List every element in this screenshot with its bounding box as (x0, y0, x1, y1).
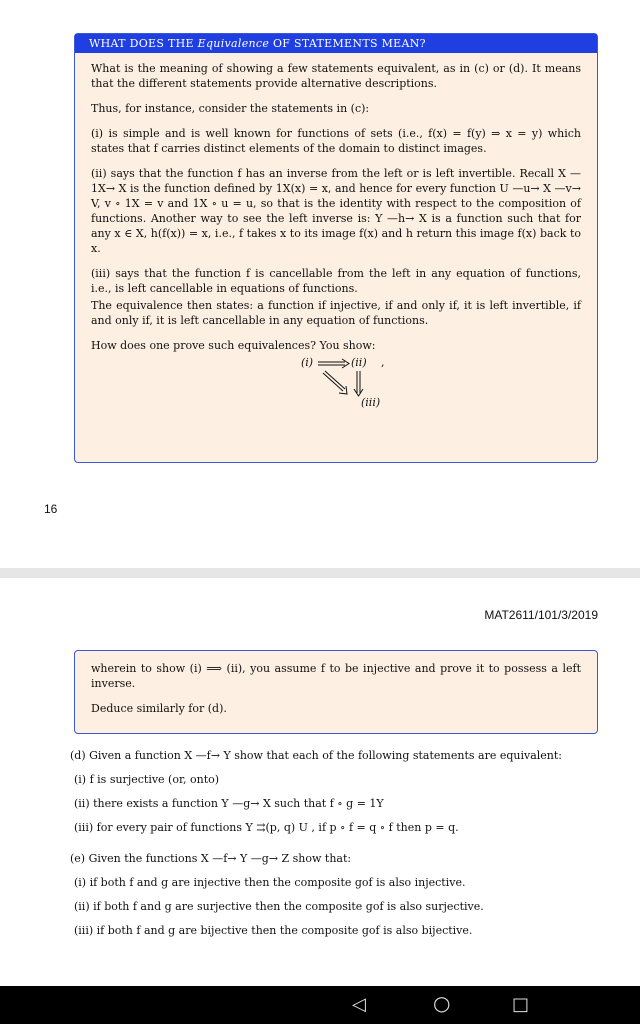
diagram-comma: , (381, 356, 385, 369)
page-number: 16 (44, 502, 58, 516)
note-paragraph-4: (ii) says that the function f has an inverse from the left or is left invertible. Recall X —1X→ X is the function defined by 1X(x) = x, and hence for every function U —u→ X —v→ V, v ∘ 1X = v and 1X ∘ u = u, so that is the identity with respect to the composition of functions. Another way to see the left inverse is: Y —h→ X is a function such that for any x ∈ X, h(f(x)) = x, i.e., f takes x to its image f(x) and h return this image f(x) back to x. (91, 167, 581, 255)
implication-diagram (91, 355, 581, 417)
title-pre: WHAT DOES THE (89, 37, 198, 50)
diagram-node-ii: (ii) (351, 356, 367, 369)
note-paragraph-1: What is the meaning of showing a few statements equivalent, as in (c) or (d). It means that the different statements provide alternative descriptions. (91, 62, 581, 90)
page-17 (0, 578, 640, 986)
note-paragraph-2: Thus, for instance, consider the statements in (c): (91, 102, 370, 115)
diagram-node-iii: (iii) (361, 396, 381, 409)
title-em: Equivalence (197, 37, 270, 50)
course-code-header: MAT2611/101/3/2019 (484, 608, 598, 622)
page-separator (0, 568, 640, 578)
recents-icon[interactable]: □ (512, 994, 530, 1015)
android-nav-bar (0, 986, 640, 1024)
section-e-heading: (e) Given the functions X —f→ Y —g→ Z show that: (70, 852, 352, 865)
equivalence-note-box (74, 33, 598, 463)
hint-paragraph-1: wherein to show (i) ⟹ (ii), you assume f to be injective and prove it to possess a left inverse. (91, 662, 581, 690)
section-e-item-3: (iii) if both f and g are bijective then the composite gof is also bijective. (74, 924, 473, 937)
note-paragraph-3: (i) is simple and is well known for functions of sets (i.e., f(x) = f(y) ⇒ x = y) which states that f carries distinct elements of the domain to distinct images. (91, 127, 581, 155)
hint-paragraph-2: Deduce similarly for (d). (91, 702, 227, 715)
note-title (75, 34, 597, 53)
back-icon[interactable]: ◁ (352, 994, 366, 1015)
note-paragraph-7: How does one prove such equivalences? You show: (91, 339, 376, 352)
home-icon[interactable]: ○ (433, 991, 451, 1015)
section-e-item-1: (i) if both f and g are injective then the composite gof is also injective. (74, 876, 466, 889)
section-d-item-1: (i) f is surjective (or, onto) (74, 773, 220, 786)
section-d-item-3: (iii) for every pair of functions Y ⇉(p, q) U , if p ∘ f = q ∘ f then p = q. (74, 821, 459, 834)
section-e-item-2: (ii) if both f and g are surjective then the composite gof is also surjective. (74, 900, 484, 913)
note-paragraph-5: (iii) says that the function f is cancellable from the left in any equation of functions, i.e., is left cancellable in equations of functions. (91, 267, 581, 295)
proof-hint-box (74, 650, 598, 734)
section-d-item-2: (ii) there exists a function Y —g→ X such that f ∘ g = 1Y (74, 797, 384, 810)
diagram-node-i: (i) (301, 356, 314, 369)
title-post: OF STATEMENTS MEAN? (269, 37, 426, 50)
section-d-heading: (d) Given a function X —f→ Y show that each of the following statements are equivalent: (70, 749, 562, 762)
exercise-content (70, 748, 590, 947)
note-paragraph-6: The equivalence then states: a function if injective, if and only if, it is left invertible, if and only if, it is left cancellable in any equation of functions. (91, 299, 581, 327)
